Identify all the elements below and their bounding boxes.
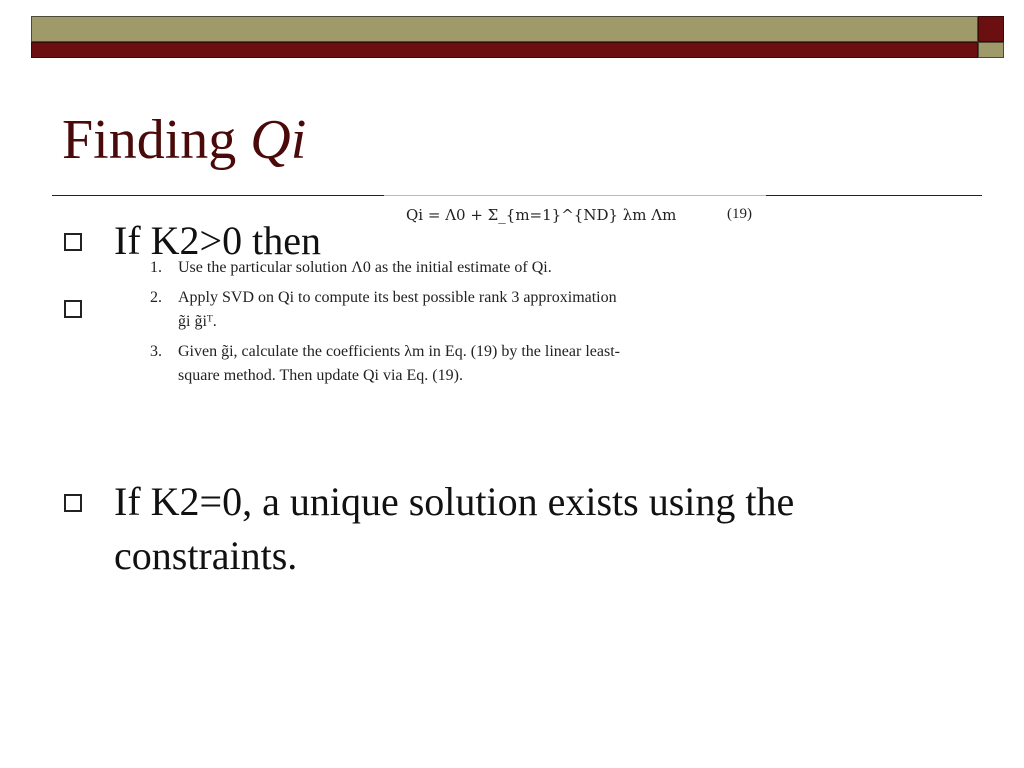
bullet-text-3: If K2=0, a unique solution exists using the constraints. [114, 479, 795, 578]
header-square-olive [978, 42, 1004, 58]
slide-title-text: Finding [62, 109, 251, 171]
bullet-text-1: If K2>0 then [114, 218, 321, 263]
step-number: 1. [150, 259, 162, 276]
step-text: Given g̃i, calculate the coefficients λm in Eq. (19) by the linear least-square method. Then update Qi via Eq. (19). [178, 343, 620, 384]
header-bar-olive [31, 16, 978, 42]
header-bar-red [31, 42, 978, 58]
algorithm-steps [150, 256, 632, 388]
header-square-red [978, 16, 1004, 42]
equation-excerpt [384, 195, 766, 236]
slide-title-variable: Qi [250, 109, 307, 171]
equation: Qi = Λ0 + Σ_{m=1}^{ND} λm Λm [406, 206, 677, 224]
step-item [150, 340, 632, 388]
slide-title [62, 109, 307, 171]
step-number: 2. [150, 289, 162, 306]
step-text: Use the particular solution Λ0 as the initial estimate of Qi. [178, 259, 552, 276]
step-item [150, 256, 632, 280]
bullet-square-icon [64, 300, 82, 318]
step-text: Apply SVD on Qi to compute its best possible rank 3 approximation g̃i g̃iᵀ. [178, 289, 617, 330]
equation-number: (19) [727, 206, 752, 222]
bullet-square-icon [64, 233, 82, 251]
bullet-square-icon [64, 494, 82, 512]
step-number: 3. [150, 343, 162, 360]
step-item [150, 286, 632, 334]
